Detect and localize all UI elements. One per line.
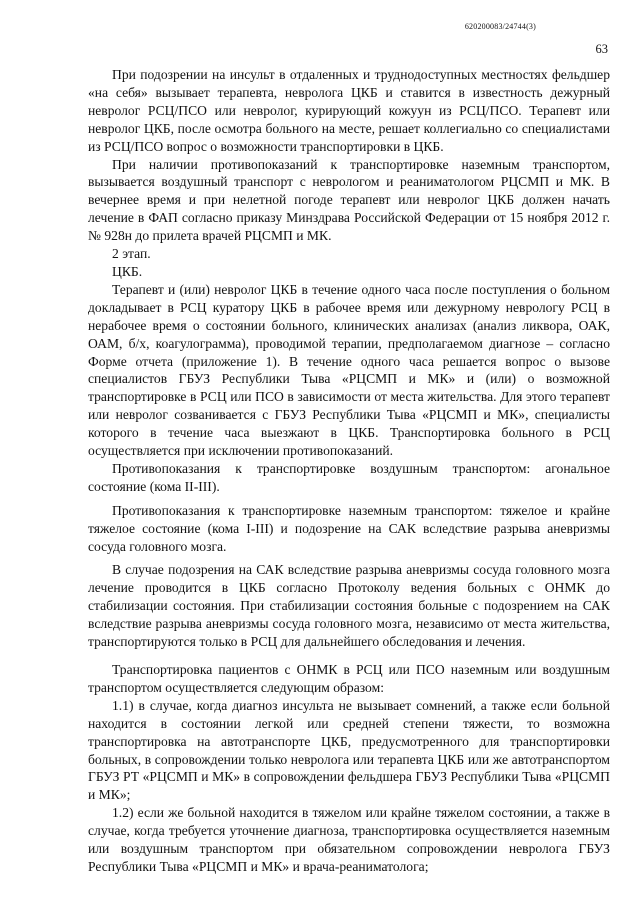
page-number: 63 <box>595 42 608 56</box>
paragraph: При подозрении на инсульт в отдаленных и труднодоступных местностях фельдшер «на себя» вызывает терапевта, невролога ЦКБ и ставится в известность дежурный невролог РСЦ/ПСО или невролог, курирующий кожуун из РСЦ/ПСО. Терапевт или невролог ЦКБ, после осмотра больного на месте, решает коллегиально со специалистами из РСЦ/ПСО вопрос о возможности транспортировки в ЦКБ. <box>88 67 610 154</box>
paragraph: В случае подозрения на САК вследствие разрыва аневризмы сосуда головного мозга лечение проводится в ЦКБ согласно Протоколу ведения больных с ОНМК до стабилизации состояния. При стабилизации состояния больные с подозрением на САК вследствие разрыва аневризмы сосуда головного мозга, независимо от места жительства, транспортируются только в РСЦ для дальнейшего обследования и лечения. <box>88 562 610 650</box>
paragraph: При наличии противопоказаний к транспортировке наземным транспортом, вызывается воздушный транспорт с неврологом и реаниматологом РЦСМП и МК. В вечернее время и при нелетной погоде терапевт или невролог ЦКБ должен начать лечение в ФАП согласно приказу Минздрава Российской Федерации от 15 ноября 2012 г. № 928н до прилета врачей РЦСМП и МК. <box>88 156 610 244</box>
document-number: 620200083/24744(3) <box>464 22 536 31</box>
document-body <box>88 66 610 876</box>
list-item: 1.1) в случае, когда диагноз инсульта не вызывает сомнений, а также если больной находится в состоянии легкой или средней степени тяжести, то возможна транспортировка на автотранспорте ЦКБ, предусмотренного для транспортировки больных, в сопровождении только невролога или терапевта ЦКБ или же автотранспортом ГБУЗ РТ «РЦСМП и МК» в сопровождении фельдшера ГБУЗ Республики Тыва «РЦСМП и МК»; <box>88 697 610 803</box>
paragraph: Транспортировка пациентов с ОНМК в РСЦ или ПСО наземным или воздушным транспортом осуществляется следующим образом: <box>88 662 610 695</box>
paragraph-stage-heading: 2 этап. <box>112 246 151 262</box>
paragraph: Противопоказания к транспортировке наземным транспортом: тяжелое и крайне тяжелое состояние (кома I-III) и подозрение на САК вследствие разрыва аневризмы сосуда головного мозга. <box>88 502 610 554</box>
paragraph: Противопоказания к транспортировке воздушным транспортом: агональное состояние (кома II-III). <box>88 460 610 494</box>
paragraph-section-heading: ЦКБ. <box>112 263 143 279</box>
list-item: 1.2) если же больной находится в тяжелом или крайне тяжелом состоянии, а также в случае, когда требуется уточнение диагноза, транспортировка осуществляется наземным или воздушным транспортом при обязательном сопровождении невролога ГБУЗ Республики Тыва «РЦСМП и МК» и врача-реаниматолога; <box>88 805 610 874</box>
paragraph: Терапевт и (или) невролог ЦКБ в течение одного часа после поступления о больном докладывает в РСЦ куратору ЦКБ в рабочее время или дежурному неврологу РСЦ в нерабочее время о состоянии больного, клинических анализах (анализ ликвора, ОАК, ОАМ, б/х, коагулограмма), проводимой терапии, предполагаемом диагнозе – согласно Форме отчета (приложение 1). В течение одного часа решается вопрос о вызове специалистов ГБУЗ Республики Тыва «РЦСМП и МК» и (или) о возможной транспортировке в РСЦ или ПСО в зависимости от места жительства. Для этого терапевт или невролог созванивается с ГБУЗ Республики Тыва «РЦСМП и МК», специалисты которого в течение часа выезжают в ЦКБ. Транспортировка больного в РСЦ осуществляется при исключении противопоказаний. <box>88 281 610 459</box>
